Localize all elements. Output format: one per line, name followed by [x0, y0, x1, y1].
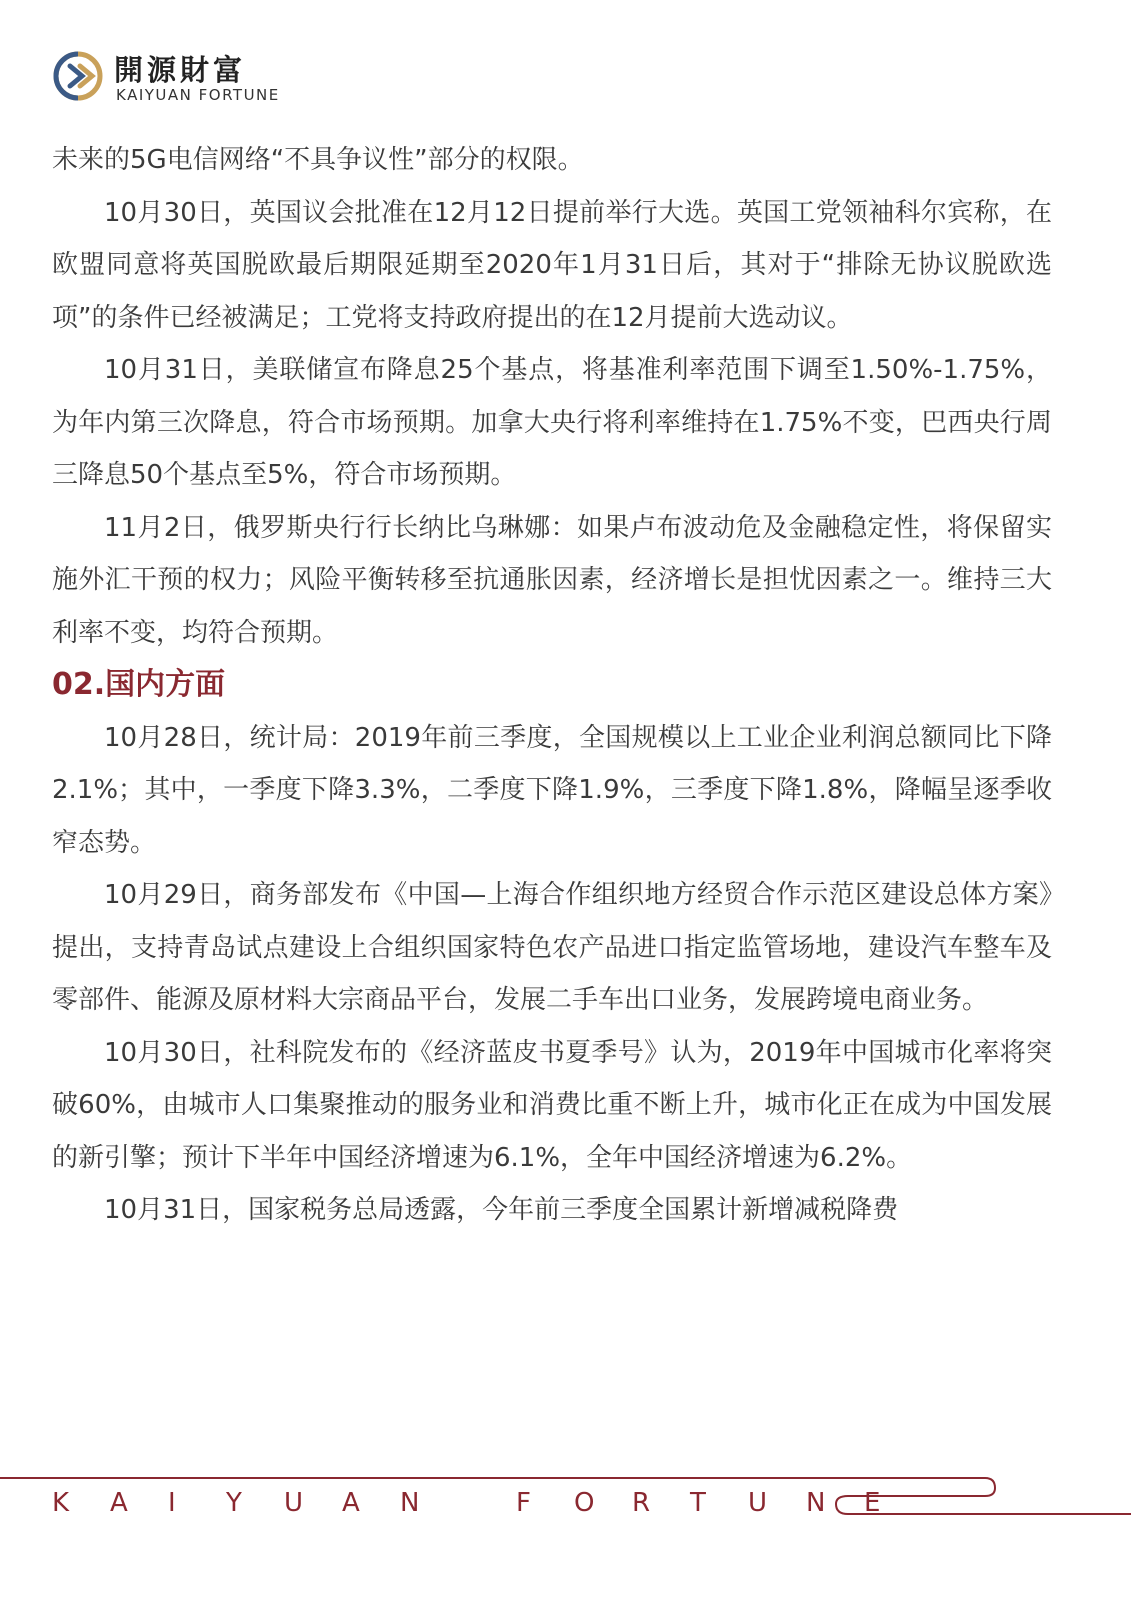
footer-letter	[458, 1488, 516, 1518]
paragraph: 10月30日，英国议会批准在12月12日提前举行大选。英国工党领袖科尔宾称，在欧盟同意将英国脱欧最后期限延期至2020年1月31日后，其对于“排除无协议脱欧选项”的条件已经被满足；工党将支持政府提出的在12月提前大选动议。	[52, 197, 1052, 333]
footer-letter: K	[52, 1488, 70, 1518]
article-body	[52, 134, 1052, 1237]
footer-brand	[52, 1488, 922, 1518]
footer-letter: E	[864, 1488, 881, 1518]
logo-english-name: KAIYUAN FORTUNE	[116, 86, 280, 104]
paragraph: 未来的5G电信网络“不具争议性”部分的权限。	[52, 145, 584, 175]
footer-letter: U	[284, 1488, 304, 1518]
paragraph: 10月29日，商务部发布《中国—上海合作组织地方经贸合作示范区建设总体方案》提出，支持青岛试点建设上合组织国家特色农产品进口指定监管场地，建设汽车整车及零部件、能源及原材料大宗商品平台，发展二手车出口业务，发展跨境电商业务。	[52, 880, 1052, 1015]
footer-letter: I	[168, 1488, 176, 1518]
footer-letter: Y	[226, 1488, 242, 1518]
footer-letter: A	[110, 1488, 128, 1518]
paragraph: 10月28日，统计局：2019年前三季度，全国规模以上工业企业利润总额同比下降2.1%；其中，一季度下降3.3%，二季度下降1.9%，三季度下降1.8%，降幅呈逐季收窄态势。	[52, 722, 1052, 858]
logo-chinese-name: 開源財富	[114, 53, 247, 87]
footer-letter: U	[748, 1488, 768, 1518]
footer-letter: F	[516, 1488, 531, 1518]
footer-letter: A	[342, 1488, 360, 1518]
footer-letter: T	[690, 1488, 706, 1518]
paragraph: 10月30日，社科院发布的《经济蓝皮书夏季号》认为，2019年中国城市化率将突破60%，由城市人口集聚推动的服务业和消费比重不断上升，城市化正在成为中国发展的新引擎；预计下半年中国经济增速为6.1%，全年中国经济增速为6.2%。	[52, 1037, 1052, 1173]
footer-letter: O	[574, 1488, 595, 1518]
paragraph: 10月31日，美联储宣布降息25个基点，将基准利率范围下调至1.50%-1.75%，为年内第三次降息，符合市场预期。加拿大央行将利率维持在1.75%不变，巴西央行周三降息50个基点至5%，符合市场预期。	[52, 355, 1052, 490]
paragraph: 11月2日，俄罗斯央行行长纳比乌琳娜：如果卢布波动危及金融稳定性，将保留实施外汇干预的权力；风险平衡转移至抗通胀因素，经济增长是担忧因素之一。维持三大利率不变，均符合预期。	[52, 512, 1052, 648]
paragraph: 10月31日，国家税务总局透露，今年前三季度全国累计新增减税降费	[104, 1195, 899, 1225]
footer-letter: N	[400, 1488, 420, 1518]
section-title: 02.国内方面	[52, 667, 226, 702]
kaiyuan-logo-icon	[52, 50, 104, 102]
footer-letter: R	[632, 1488, 651, 1518]
footer-letter: N	[806, 1488, 826, 1518]
